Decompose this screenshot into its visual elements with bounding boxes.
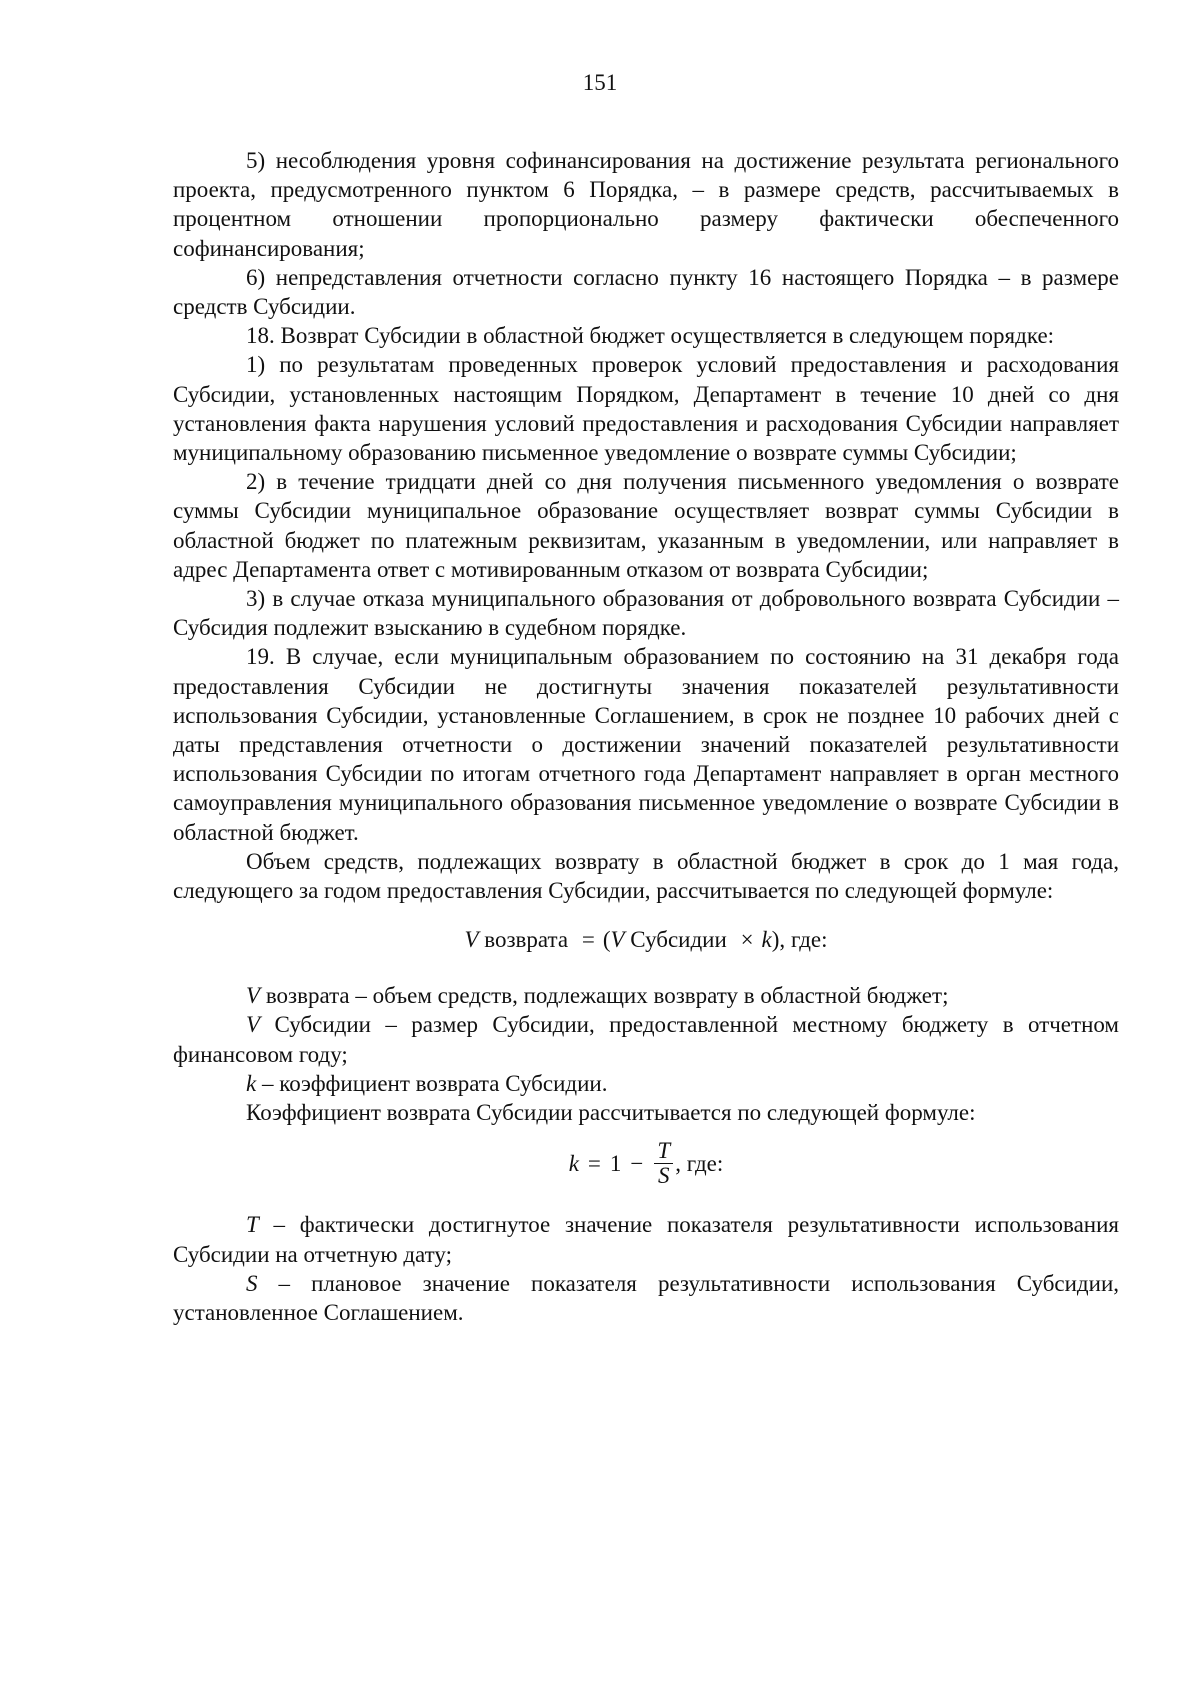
definition-var: T (246, 1212, 259, 1238)
formula-equals: = (587, 1150, 601, 1176)
formula-equals: = (581, 927, 595, 953)
fraction-numerator: T (654, 1139, 673, 1164)
formula-one: 1 (609, 1150, 622, 1176)
paragraph-18-item-3: 3) в случае отказа муниципального образования от добровольного возврата Субсидии – Субсидия подлежит взысканию в судебном порядке. (173, 586, 1119, 641)
page-number: 151 (582, 70, 618, 95)
formula-var-v: V (464, 927, 479, 953)
definition-v-return (173, 981, 1119, 1010)
definition-k (173, 1069, 1119, 1098)
definition-v-subsidy (173, 1010, 1119, 1068)
formula-close-paren: ), (771, 927, 786, 953)
formula-suffix: где: (785, 927, 828, 953)
formula-label-subsidy: Субсидии (624, 927, 727, 953)
paragraph-item-6: 6) непредставления отчетности согласно пункту 16 настоящего Порядка – в размере средств Субсидии. (173, 264, 1119, 320)
formula-open-paren: ( (602, 927, 611, 953)
fraction-denominator: S (658, 1163, 670, 1189)
formula-fraction (654, 1139, 673, 1188)
formula-return-volume (173, 925, 1119, 955)
paragraph-19: 19. В случае, если муниципальным образованием по состоянию на 31 декабря года предоставления Субсидии не достигнуты значения показателей результативности использования Субсидии, установленные Соглашением, в срок не позднее 10 рабочих дней с даты представления отчетности о достижении значений показателей результативности использования Субсидии по итогам отчетного года Департамент направляет в орган местного самоуправления муниципального образования письменное уведомление о возврате Субсидии в областной бюджет. (173, 644, 1119, 845)
definition-t (173, 1210, 1119, 1268)
formula-var-v-subsidy: V (610, 927, 625, 953)
paragraph-volume-intro: Объем средств, подлежащих возврату в областной бюджет в срок до 1 мая года, следующего за годом предоставления Субсидии, рассчитывается по следующей формуле: (173, 848, 1119, 904)
definition-s (173, 1269, 1119, 1327)
formula-times: × (740, 927, 754, 953)
definition-var: V (246, 1012, 261, 1038)
paragraph-18-item-2: 2) в течение тридцати дней со дня получения письменного уведомления о возврате суммы Субсидии муниципальное образование осуществляет возврат суммы Субсидии в областной бюджет по платежным реквизитам, указанным в уведомлении, или направляет в адрес Департамента ответ с мотивированным отказом от возврата Субсидии; (173, 469, 1119, 582)
definition-var: V (246, 983, 261, 1009)
formula-var-k: k (568, 1150, 579, 1176)
formula-coefficient (173, 1139, 1119, 1188)
paragraph-coef-intro: Коэффициент возврата Субсидии рассчитывается по следующей формуле: (246, 1100, 976, 1126)
document-body (173, 146, 1119, 1327)
definition-text: Субсидии – размер Субсидии, предоставленной местному бюджету в отчетном финансовом году; (173, 1012, 1119, 1067)
definition-text: – коэффициент возврата Субсидии. (256, 1070, 608, 1096)
formula-suffix: , где: (675, 1150, 724, 1176)
formula-var-k: k (761, 927, 772, 953)
paragraph-18-item-1: 1) по результатам проведенных проверок условий предоставления и расходования Субсидии, установленных настоящим Порядком, Департамент в течение 10 дней со дня установления факта нарушения условий предоставления и расходования Субсидии направляет муниципальному образованию письменное уведомление о возврате суммы Субсидии; (173, 352, 1119, 466)
definition-text: возврата – объем средств, подлежащих возврату в областной бюджет; (260, 983, 949, 1009)
definition-var: k (246, 1070, 257, 1096)
formula-minus: − (630, 1150, 644, 1176)
paragraph-18: 18. Возврат Субсидии в областной бюджет осуществляется в следующем порядке: (246, 323, 1055, 349)
paragraph-item-5: 5) несоблюдения уровня софинансирования на достижение результата регионального проекта, предусмотренного пунктом 6 Порядка, – в размере средств, рассчитываемых в процентном отношении пропорционально размеру фактически обеспеченного софинансирования; (173, 148, 1119, 261)
definition-var: S (246, 1270, 258, 1296)
formula-label-return: возврата (478, 927, 569, 953)
definition-text: – плановое значение показателя результативности использования Субсидии, установленное Соглашением. (173, 1270, 1119, 1325)
definition-text: – фактически достигнутое значение показателя результативности использования Субсидии на отчетную дату; (173, 1212, 1119, 1267)
